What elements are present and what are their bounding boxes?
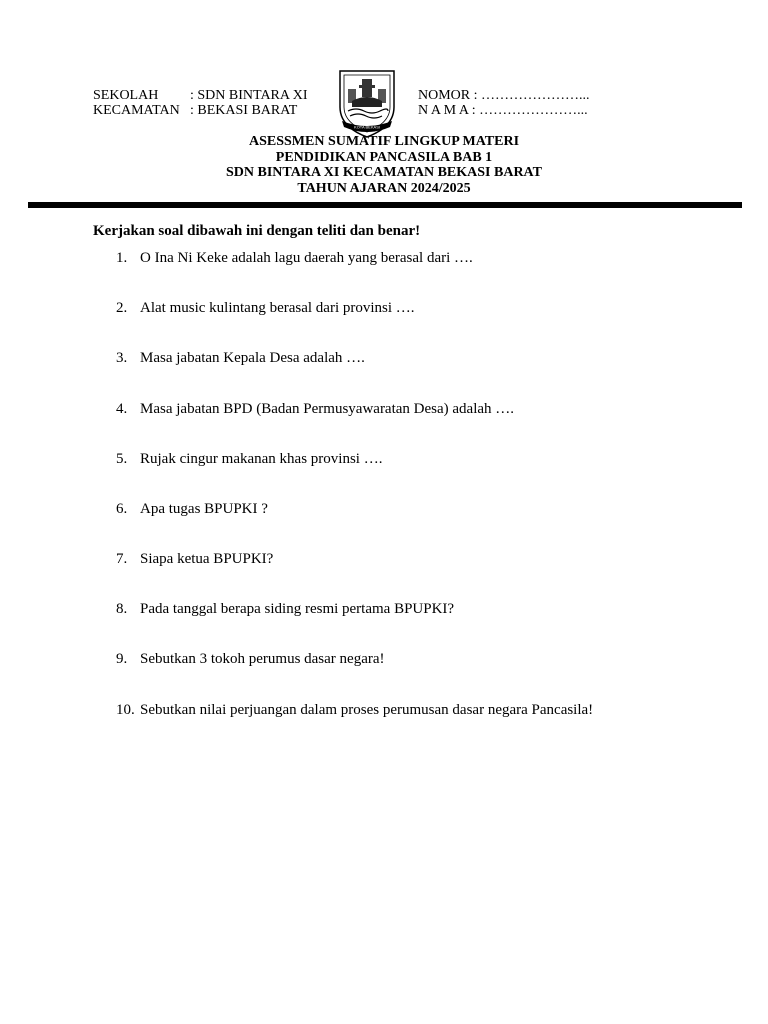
nomor-label: NOMOR : (418, 88, 478, 103)
question-item (116, 551, 273, 568)
question-text: Sebutkan 3 tokoh perumus dasar negara! (140, 651, 385, 667)
question-text: Masa jabatan BPD (Badan Permusyawaratan Desa) adalah …. (140, 401, 515, 417)
question-number: 5. (116, 451, 128, 467)
nomor-row (418, 88, 590, 103)
question-number: 4. (116, 401, 128, 417)
question-text: Pada tanggal berapa siding resmi pertama BPUPKI? (140, 601, 455, 617)
nomor-value: …………………... (481, 88, 590, 103)
question-number: 1. (116, 250, 128, 266)
question-text: Alat music kulintang berasal dari provinsi …. (140, 300, 415, 316)
title-line: TAHUN AJARAN 2024/2025 (297, 180, 471, 196)
question-number: 3. (116, 350, 128, 366)
question-item (116, 601, 454, 618)
question-text: Apa tugas BPUPKI ? (140, 501, 268, 517)
bekasi-crest-icon (336, 67, 398, 139)
question-number: 9. (116, 651, 128, 667)
student-info (418, 88, 590, 118)
logo-banner-text: KOTA BEKASI (354, 124, 380, 130)
school-value: : SDN BINTARA XI (190, 88, 308, 103)
header-divider (28, 202, 742, 208)
question-text: O Ina Ni Keke adalah lagu daerah yang berasal dari …. (140, 250, 473, 266)
question-text: Siapa ketua BPUPKI? (140, 551, 274, 567)
question-text: Sebutkan nilai perjuangan dalam proses perumusan dasar negara Pancasila! (140, 702, 594, 718)
question-number: 7. (116, 551, 128, 567)
question-item (116, 300, 415, 317)
district-row (93, 103, 308, 118)
question-item (116, 350, 365, 367)
question-text: Masa jabatan Kepala Desa adalah …. (140, 350, 365, 366)
question-number: 6. (116, 501, 128, 517)
title-line: ASESSMEN SUMATIF LINGKUP MATERI (248, 134, 520, 149)
question-item (116, 451, 382, 468)
nama-label: N A M A : (418, 103, 476, 118)
nama-value: …………………... (479, 103, 588, 118)
district-label: KECAMATAN (93, 103, 180, 118)
title-line: PENDIDIKAN PANCASILA BAB 1 (275, 149, 493, 165)
question-item (116, 651, 385, 668)
school-row (93, 88, 308, 103)
question-number: 2. (116, 300, 128, 316)
district-value: : BEKASI BARAT (190, 103, 298, 118)
instruction: Kerjakan soal dibawah ini dengan teliti dan benar! (93, 223, 421, 239)
question-text: Rujak cingur makanan khas provinsi …. (140, 451, 383, 467)
nama-row (418, 103, 590, 118)
question-number: 10. (116, 702, 135, 718)
school-info (93, 88, 308, 118)
school-label: SEKOLAH (93, 88, 159, 103)
document-title (0, 134, 768, 196)
title-line: SDN BINTARA XI KECAMATAN BEKASI BARAT (226, 165, 542, 180)
question-item (116, 702, 593, 719)
question-number: 8. (116, 601, 128, 617)
question-item (116, 401, 514, 418)
question-item (116, 250, 473, 267)
question-item (116, 501, 268, 518)
